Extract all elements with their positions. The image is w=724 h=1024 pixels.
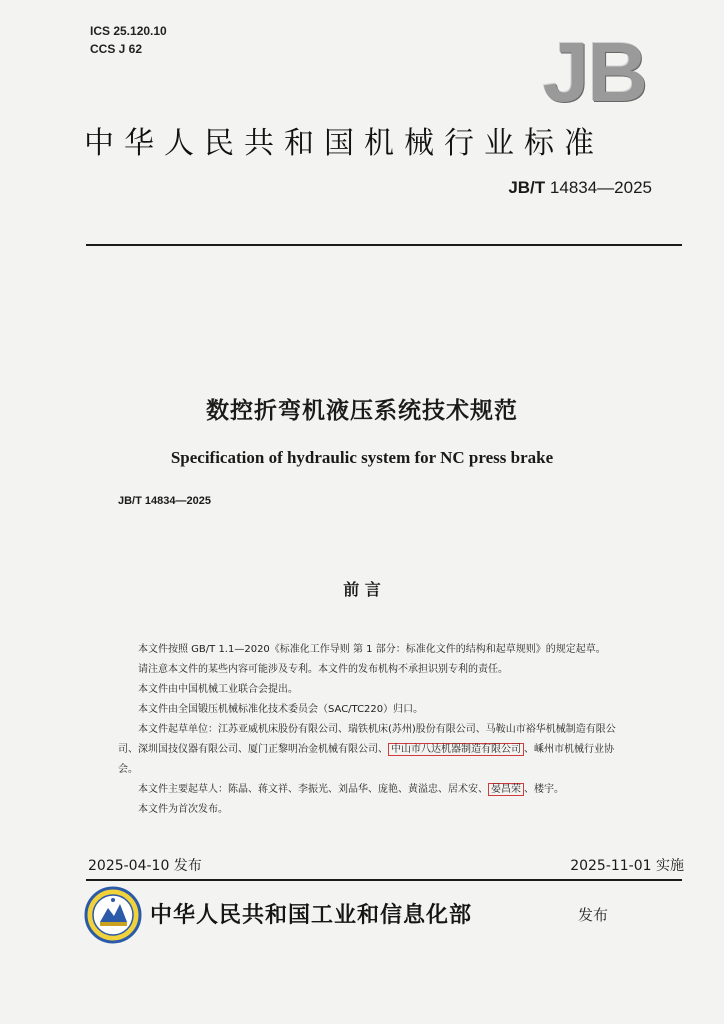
foreword-paragraph: 本文件由全国锻压机械标准化技术委员会（SAC/TC220）归口。: [138, 704, 424, 715]
ministry-emblem-icon: [84, 886, 142, 944]
foreword-body: [118, 640, 628, 820]
ics-code: ICS 25.120.10: [90, 24, 167, 38]
foreword-paragraph-drafters: [118, 780, 628, 800]
drafting-units-text: 本文件起草单位：江苏亚威机床股份有限公司、瑞铁机床(苏州)股份有限公司、马鞍山市裕华机械制造有限公司、深圳国技仪器有限公司、厦门正黎明冶金机械有限公司、: [118, 724, 616, 755]
standard-code: [508, 178, 652, 198]
standard-code-prefix: JB/T: [508, 178, 546, 197]
drafters-text: 本文件主要起草人：陈晶、蒋文祥、李振光、刘品华、庞艳、黄溢忠、居术安、: [138, 784, 488, 795]
foreword-paragraph: 本文件由中国机械工业联合会提出。: [138, 684, 298, 695]
footer-divider: [86, 879, 682, 881]
foreword-paragraph: 本文件为首次发布。: [138, 804, 228, 815]
foreword-heading: 前 言: [343, 580, 381, 599]
ccs-code: CCS J 62: [90, 42, 143, 56]
publisher-name: 中华人民共和国工业和信息化部: [150, 903, 473, 928]
document-title-chinese: 数控折弯机液压系统技术规范: [206, 398, 518, 424]
foreword-paragraph: 请注意本文件的某些内容可能涉及专利。本文件的发布机构不承担识别专利的责任。: [138, 664, 508, 675]
drafting-units-text-end: 、嵊州市机械行业协会。: [118, 744, 614, 775]
header-divider: [86, 244, 682, 246]
standard-category-title: 中华人民共和国机械行业标准: [84, 126, 604, 161]
issue-date: 2025-04-10 发布: [88, 858, 202, 874]
standard-code-number: 14834—2025: [549, 178, 652, 197]
foreword-paragraph: 本文件按照 GB/T 1.1—2020《标准化工作导则 第 1 部分：标准化文件的结构和起草规则》的规定起草。: [138, 644, 606, 655]
highlighted-drafter: 晏昌荣: [488, 783, 524, 796]
drafters-text-end: 、楼宇。: [524, 784, 564, 795]
publisher-action: 发布: [578, 906, 609, 924]
classification-codes: [90, 22, 167, 58]
highlighted-drafting-unit: 中山市八达机器制造有限公司: [388, 743, 524, 756]
effective-date: 2025-11-01 实施: [570, 858, 684, 874]
page-standard-code: JB/T 14834—2025: [118, 495, 211, 507]
jb-logo: JB: [542, 25, 646, 119]
foreword-paragraph-drafting-units: [118, 720, 628, 780]
document-title-english: Specification of hydraulic system for NC press brake: [170, 448, 554, 467]
